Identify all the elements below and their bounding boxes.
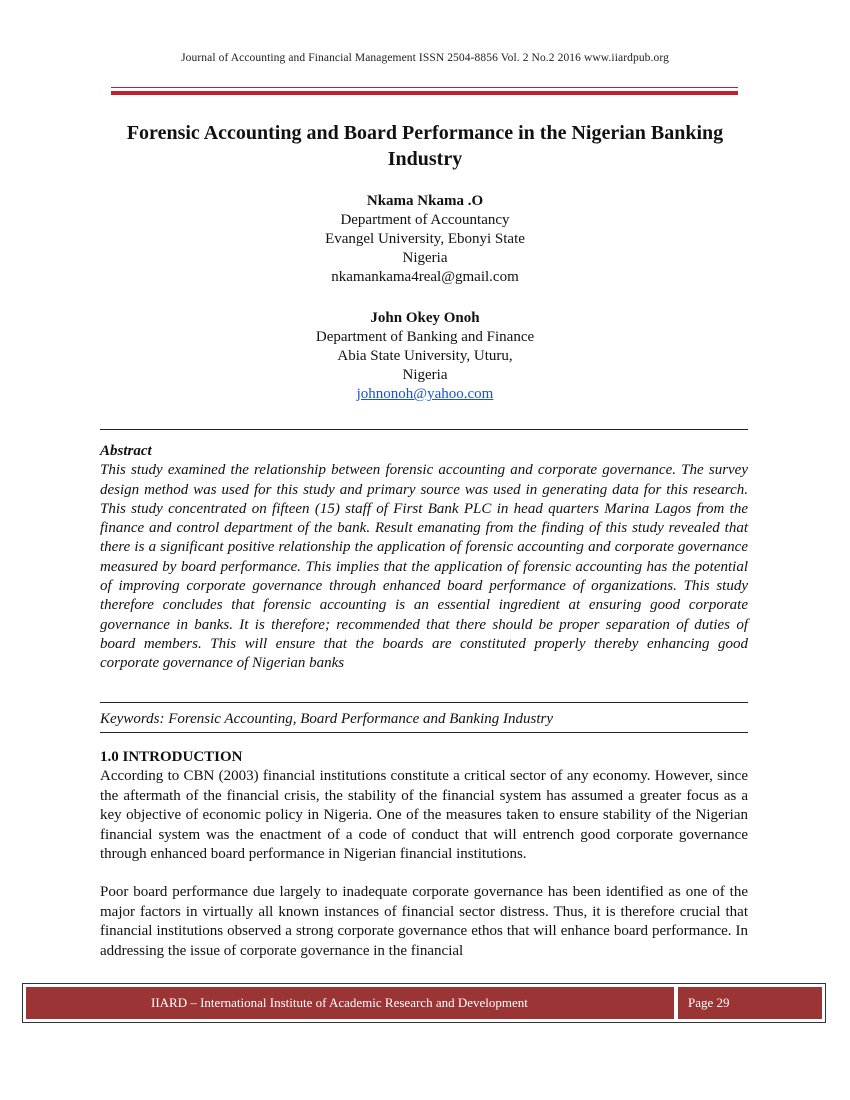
divider (100, 732, 748, 733)
author-department: Department of Accountancy (340, 212, 510, 228)
author-department: Department of Banking and Finance (315, 329, 535, 345)
keywords: Keywords: Forensic Accounting, Board Performance and Banking Industry (100, 711, 553, 727)
paragraph: According to CBN (2003) financial institutions constitute a critical sector of any economy. However, since the aftermath of the financial crisis, the stability of the financial system has assumed a greater focus as a key objective of economic policy in Nigeria. One of the measures taken to ensure stability of the Nigerian financial system was the enactment of a code of conduct that will entrench good corporate governance through enhanced board performance in Nigerian financial institutions. (100, 768, 748, 863)
author-institution: Evangel University, Ebonyi State (325, 231, 525, 247)
author-email: nkamankama4real@gmail.com (331, 269, 519, 285)
author-country: Nigeria (402, 367, 448, 383)
abstract-text: This study examined the relationship between forensic accounting and corporate governance. The survey design method was used for this study and primary source was used in generating data for this research. This study concentrated on fifteen (15) staff of First Bank PLC in head quarters Marina Lagos from the finance and control department of the bank. Result emanating from the finding of this study revealed that there is a significant positive relationship the application of forensic accounting and corporate governance measured by board performance. This implies that the application of forensic accounting has the potential of improving corporate governance through enhanced board performance of organizations. This study therefore concludes that forensic accounting is an essential ingredient at ensuring good corporate governance in banks. It is therefore; recommended that there should be proper separation of duties of board members. This will ensure that the boards are constituted properly thereby enhancing good corporate governance of Nigerian banks (100, 462, 748, 672)
author-email-link[interactable]: johnonoh@yahoo.com (356, 386, 494, 402)
header-rule-thick (111, 91, 738, 95)
divider (100, 429, 748, 430)
introduction-section (100, 748, 748, 980)
footer-page-number: Page 29 (678, 987, 822, 1019)
author-name: John Okey Onoh (370, 310, 480, 326)
paragraph: Poor board performance due largely to inadequate corporate governance has been identified as one of the major factors in virtually all known instances of financial sector distress. Thus, it is therefore crucial that financial institutions observed a strong corporate governance ethos that will enhance board performance. In addressing the issue of corporate governance in the financial (100, 884, 748, 959)
author-block-1 (100, 192, 750, 287)
header-rule (111, 87, 738, 88)
abstract-heading: Abstract (100, 443, 152, 459)
journal-header: Journal of Accounting and Financial Management ISSN 2504-8856 Vol. 2 No.2 2016 www.iiardpub.org (181, 52, 669, 64)
author-institution: Abia State University, Uturu, (337, 348, 513, 364)
page-footer (22, 983, 826, 1023)
author-country: Nigeria (402, 250, 448, 266)
author-block-2 (100, 309, 750, 404)
divider (100, 702, 748, 703)
paper-title: Forensic Accounting and Board Performance in the Nigerian Banking Industry (126, 122, 724, 170)
section-heading: 1.0 INTRODUCTION (100, 749, 243, 765)
author-name: Nkama Nkama .O (366, 193, 484, 209)
abstract (100, 442, 748, 674)
footer-institute: IIARD – International Institute of Academic Research and Development (26, 987, 674, 1019)
